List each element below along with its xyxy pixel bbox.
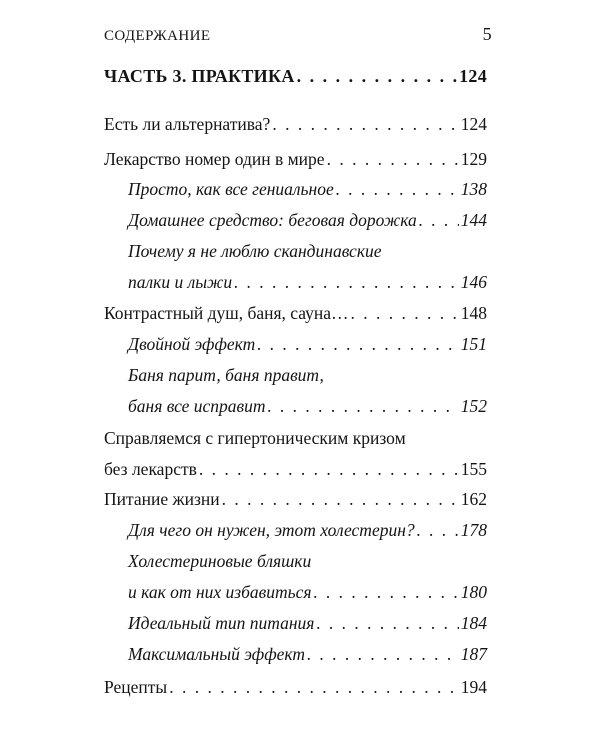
toc-subentry xyxy=(128,644,487,668)
toc-entry-title: Питание жизни xyxy=(104,489,220,509)
dot-leader xyxy=(297,66,457,87)
toc-entry-page: 180 xyxy=(460,582,487,602)
toc-subentry xyxy=(128,210,487,234)
toc-entry-title: Рецепты xyxy=(104,677,168,697)
dot-leader xyxy=(419,210,459,231)
toc-entry-title: и как от них избавиться xyxy=(128,582,312,602)
toc-entry-title-line1: Справляемся с гипертоническим кризом xyxy=(104,428,406,448)
toc-entry-page: 144 xyxy=(460,210,487,230)
running-head xyxy=(104,24,492,45)
toc-entry-page: 124 xyxy=(460,114,487,134)
toc-entry xyxy=(104,114,487,138)
toc-entry xyxy=(104,149,487,173)
toc-subentry xyxy=(128,179,487,203)
toc-entry-title-line1: Холестериновые бляшки xyxy=(128,551,312,571)
dot-leader xyxy=(234,272,459,293)
dot-leader xyxy=(307,644,459,665)
dot-leader xyxy=(314,582,459,603)
dot-leader xyxy=(199,459,459,480)
toc-entry-page: 151 xyxy=(460,334,487,354)
dot-leader xyxy=(327,149,459,170)
page-number: 5 xyxy=(482,24,492,44)
toc-entry-title: без лекарств xyxy=(104,459,197,479)
toc-entry-page: 152 xyxy=(460,396,487,416)
toc-entry-title: Есть ли альтернатива? xyxy=(104,114,271,134)
toc-part-heading xyxy=(104,66,487,90)
toc-entry-page: 148 xyxy=(460,303,487,323)
toc-entry xyxy=(104,677,487,701)
toc-entry-title: Идеальный тип питания xyxy=(128,613,315,633)
running-head-title: СОДЕРЖАНИЕ xyxy=(104,28,211,44)
toc-subentry xyxy=(128,334,487,358)
toc-entry-title: Просто, как все гениальное xyxy=(128,179,334,199)
toc-entry-page: 184 xyxy=(460,613,487,633)
toc-entry-title: палки и лыжи xyxy=(128,272,233,292)
toc-subentry xyxy=(128,551,487,606)
toc-entry-page: 155 xyxy=(460,459,487,479)
toc-entry-page: 178 xyxy=(460,520,487,540)
toc-subentry xyxy=(128,613,487,637)
toc-entry-title: Максимальный эффект xyxy=(128,644,305,664)
toc-entry-page: 129 xyxy=(460,149,487,169)
toc-entry-title: Для чего он нужен, этот холестерин? xyxy=(128,520,415,540)
toc-entry-title: Домашнее средство: беговая дорожка xyxy=(128,210,417,230)
toc-entry-page: 138 xyxy=(460,179,487,199)
dot-leader xyxy=(417,520,459,541)
toc-entry-page: 194 xyxy=(460,677,487,697)
dot-leader xyxy=(316,613,458,634)
toc-entry xyxy=(104,303,487,327)
toc-entry-title: Лекарство номер один в мире xyxy=(104,149,325,169)
dot-leader xyxy=(257,334,458,355)
toc-subentry xyxy=(128,365,487,420)
toc-entry-title: баня все исправит xyxy=(128,396,266,416)
dot-leader xyxy=(336,179,459,200)
toc-subentry xyxy=(128,520,487,544)
toc-entry-page: 146 xyxy=(460,272,487,292)
toc-entry-page: 162 xyxy=(460,489,487,509)
toc-entry-page: 187 xyxy=(460,644,487,664)
dot-leader xyxy=(351,303,459,324)
toc-entry-title-line1: Баня парит, баня правит, xyxy=(128,365,324,385)
toc-part-title: ЧАСТЬ 3. ПРАКТИКА xyxy=(104,66,295,86)
dot-leader xyxy=(222,489,459,510)
dot-leader xyxy=(169,677,459,698)
toc-entry-title: Контрастный душ, баня, сауна… xyxy=(104,303,349,323)
toc-entry xyxy=(104,489,487,513)
toc-part-page: 124 xyxy=(459,66,487,86)
dot-leader xyxy=(272,114,458,135)
toc-entry-title: Двойной эффект xyxy=(128,334,256,354)
toc-entry xyxy=(104,428,487,483)
toc-entry-title-line1: Почему я не люблю скандинавские xyxy=(128,241,382,261)
dot-leader xyxy=(268,396,459,417)
toc-subentry xyxy=(128,241,487,296)
